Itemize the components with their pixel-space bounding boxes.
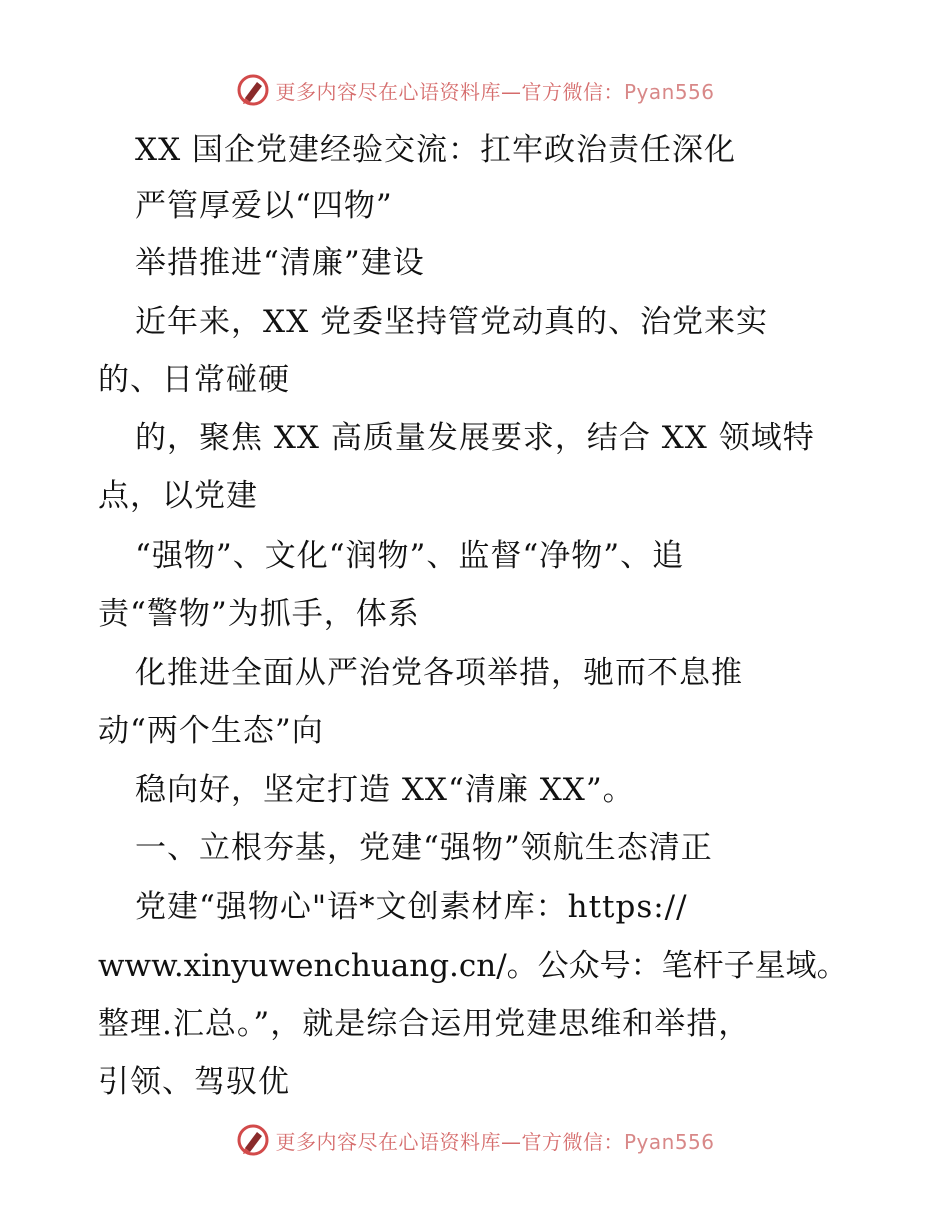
banner-text: 更多内容尽在心语资料库—官方微信：Pyan556 [275,79,715,104]
header-banner [0,70,950,110]
text-line-3: 举措推进“清廉”建设 [135,245,425,281]
pen-logo-icon [235,1122,271,1158]
pen-logo-icon [235,72,271,108]
text-line-10: 化推进全面从严治党各项举措，驰而不息推 [135,655,743,691]
footer-banner [0,1120,950,1160]
text-line-1: XX 国企党建经验交流：扛牢政治责任深化 [135,132,736,168]
wechat-account: Pyan556 [623,1129,715,1154]
wechat-account: Pyan556 [623,79,715,104]
text-line-6: 的，聚焦 XX 高质量发展要求，结合 XX 领域特 [135,420,815,456]
text-line-8: “强物”、文化“润物”、监督“净物”、追 [135,538,685,574]
text-line-17: 引领、驾驭优 [98,1064,290,1100]
text-line-7: 点，以党建 [98,478,258,514]
banner-text: 更多内容尽在心语资料库—官方微信：Pyan556 [275,1129,715,1154]
text-line-11: 动“两个生态”向 [98,713,324,749]
text-line-9: 责“警物”为抓手，体系 [98,596,420,632]
text-line-4: 近年来，XX 党委坚持管党动真的、治党来实 [135,304,768,340]
text-line-2: 严管厚爱以“四物” [135,188,393,224]
text-line-12: 稳向好，坚定打造 XX“清廉 XX”。 [135,772,635,808]
text-line-15: www.xinyuwenchuang.cn/。公众号：笔杆子星域。 [98,948,848,984]
text-line-5: 的、日常碰硬 [98,362,290,398]
text-line-14: 党建“强物心"语*文创素材库：https:// [135,889,688,925]
text-line-13: 一、立根夯基，党建“强物”领航生态清正 [135,830,713,866]
text-line-16: 整理.汇总。”，就是综合运用党建思维和举措， [98,1006,751,1042]
